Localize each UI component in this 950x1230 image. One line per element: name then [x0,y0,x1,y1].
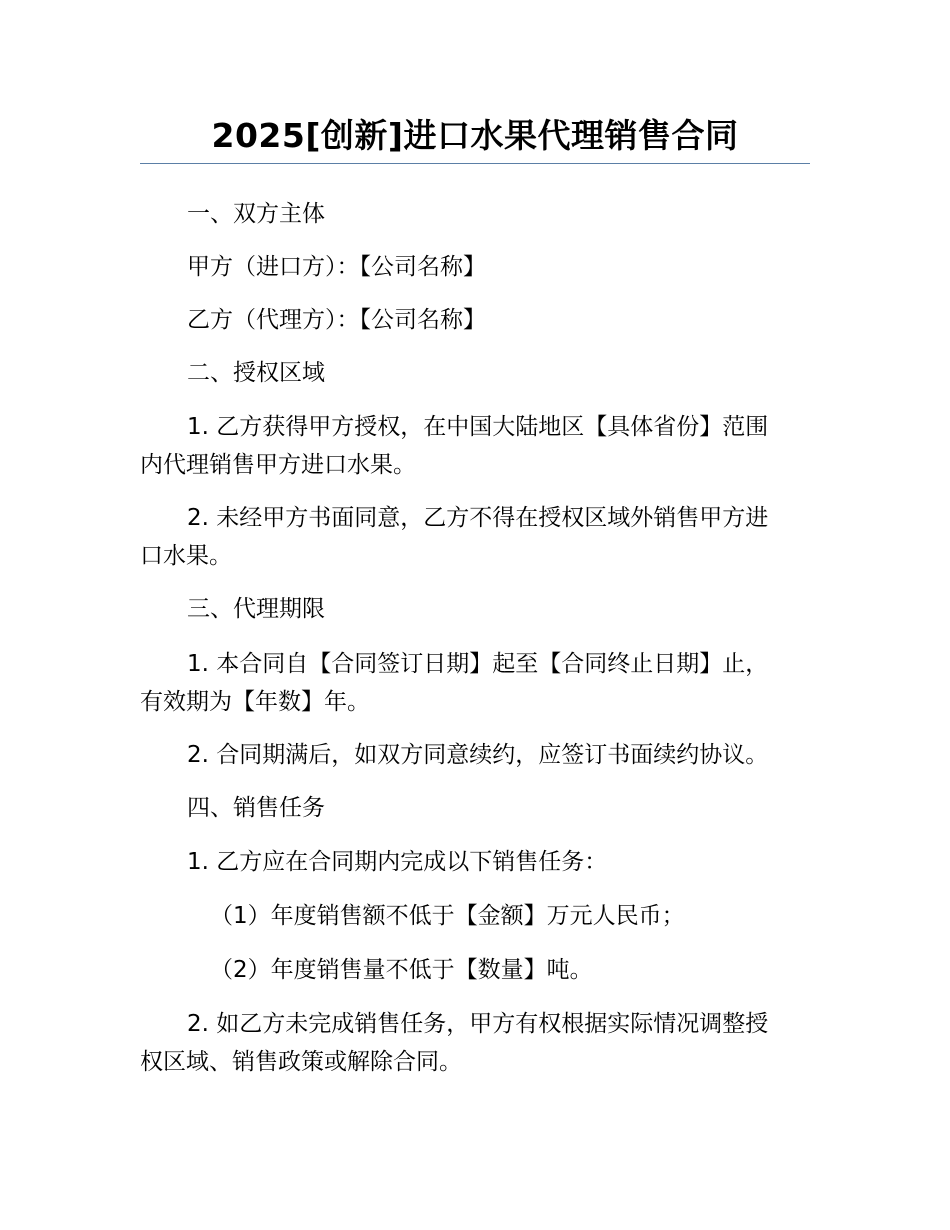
territory-clause-1 [140,408,810,484]
sales-target-clause-2 [140,1005,810,1081]
term-clause-1 [140,645,810,721]
section-heading-territory: 二、授权区域 [187,360,325,386]
party-b-line: 乙方（代理方）：【公司名称】 [187,307,486,333]
sales-target-item-2: （2）年度销售量不低于【数量】吨。 [210,957,593,983]
territory-clause-1-line2: 内代理销售甲方进口水果。 [140,452,416,478]
sales-target-clause-2-line1: 2. 如乙方未完成销售任务，甲方有权根据实际情况调整授 [187,1011,769,1037]
term-clause-1-line1: 1. 本合同自【合同签订日期】起至【合同终止日期】止， [187,651,769,677]
sales-target-clause-1: 1. 乙方应在合同期内完成以下销售任务： [187,849,608,875]
document-title: 2025[创新]进口水果代理销售合同 [211,116,739,155]
territory-clause-2-line1: 2. 未经甲方书面同意，乙方不得在授权区域外销售甲方进 [187,505,769,531]
section-heading-parties: 一、双方主体 [187,201,325,227]
title-underline [140,163,810,164]
territory-clause-2 [140,499,810,575]
term-clause-1-line2: 有效期为【年数】年。 [140,689,370,715]
section-heading-term: 三、代理期限 [187,596,325,622]
party-a-line: 甲方（进口方）：【公司名称】 [187,254,486,280]
sales-target-item-1: （1）年度销售额不低于【金额】万元人民币； [210,903,685,929]
section-heading-sales-targets: 四、销售任务 [187,795,325,821]
sales-target-clause-2-line2: 权区域、销售政策或解除合同。 [140,1049,462,1075]
term-clause-2: 2. 合同期满后，如双方同意续约，应签订书面续约协议。 [187,742,769,768]
territory-clause-1-line1: 1. 乙方获得甲方授权，在中国大陆地区【具体省份】范围 [187,414,769,440]
territory-clause-2-line2: 口水果。 [140,543,232,569]
